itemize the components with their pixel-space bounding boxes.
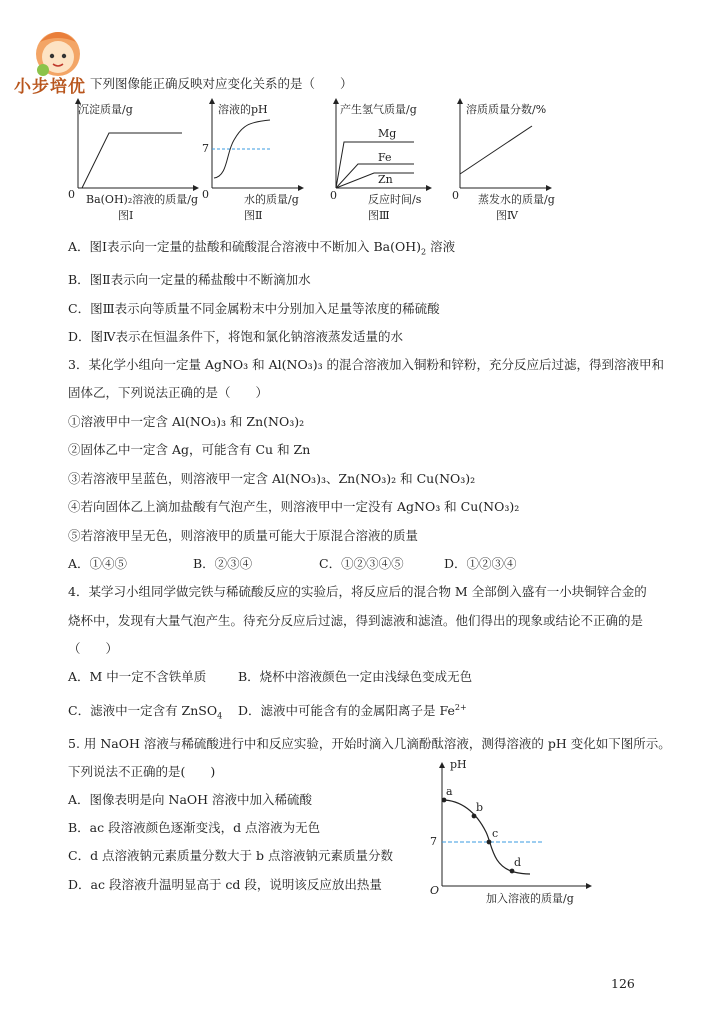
q3-statement-2: ②固体乙中一定含 Ag，可能含有 Cu 和 Zn <box>68 442 311 457</box>
logo <box>14 22 84 102</box>
graph-4-ylabel: 溶质质量分数/% <box>466 103 547 116</box>
q3-statement-5: ⑤若溶液甲呈无色，则溶液甲的质量可能大于原混合溶液的质量 <box>68 528 419 543</box>
q5-ylabel: pH <box>450 758 467 771</box>
graph-3-label-zn: Zn <box>378 173 393 186</box>
graph-1-ylabel: 沉淀质量/g <box>78 103 133 116</box>
q4-option-c: C．滤液中一定含有 ZnSO$_4$ <box>68 703 223 721</box>
q5-label-c: c <box>492 827 499 840</box>
graph-4-xlabel: 蒸发水的质量/g <box>478 193 555 206</box>
q5-label-d: d <box>514 856 522 869</box>
graph-4-caption: 图Ⅳ <box>496 209 518 222</box>
q3-option-d: D．①②③④ <box>444 556 517 571</box>
q3-statement-3: ③若溶液甲呈蓝色，则溶液甲一定含 Al(NO₃)₃、Zn(NO₃)₂ 和 Cu(NO₃)₂ <box>68 471 476 486</box>
q5-stem-line2: 下列说法不正确的是( ) <box>68 764 216 779</box>
graph-1-caption: 图Ⅰ <box>118 209 134 222</box>
q4-stem-line2: 烧杯中，发现有大量气泡产生。待充分反应后过滤，得到滤液和滤渣。他们得出的现象或结论不正确的是 <box>68 613 644 628</box>
q5-option-c: C．d 点溶液钠元素质量分数大于 b 点溶液钠元素质量分数 <box>68 848 393 863</box>
q5-option-b: B．ac 段溶液颜色逐渐变浅，d 点溶液为无色 <box>68 820 321 835</box>
q4-stem-line3: （ ） <box>68 641 119 656</box>
q3-option-c: C．①②③④⑤ <box>319 556 404 571</box>
graph-3-origin: 0 <box>330 189 337 202</box>
graph-2-origin: 0 <box>202 188 209 201</box>
graph-4-origin: 0 <box>452 189 459 202</box>
q3-statement-1: ①溶液甲中一定含 Al(NO₃)₃ 和 Zn(NO₃)₂ <box>68 414 305 429</box>
q5-label-a: a <box>446 785 453 798</box>
q2-option-a: A．图Ⅰ表示向一定量的盐酸和硫酸混合溶液中不断加入 $Ba(OH)_2$ 溶液 <box>68 239 456 257</box>
graph-2-ylabel: 溶液的pH <box>218 103 268 116</box>
q3-stem-line2: 固体乙，下列说法正确的是（ ） <box>68 385 269 400</box>
q3-option-b: B．②③④ <box>193 556 253 571</box>
q5-point-d <box>510 869 515 874</box>
graph-1-origin: 0 <box>68 188 75 201</box>
q5-label-b: b <box>476 801 484 814</box>
graph-2 <box>198 98 308 223</box>
q5-point-a <box>442 798 447 803</box>
q3-statement-4: ④若向固体乙上滴加盐酸有气泡产生，则溶液甲中一定没有 AgNO₃ 和 Cu(NO₃)₂ <box>68 499 520 514</box>
graph-3-label-fe: Fe <box>378 151 392 164</box>
graph-1 <box>68 98 208 223</box>
q4-option-b: B．烧杯中溶液颜色一定由浅绿色变成无色 <box>238 669 473 684</box>
q5-xlabel: 加入溶液的质量/g <box>486 892 574 905</box>
graph-3 <box>328 98 438 223</box>
q4-option-a: A．M 中一定不含铁单质 <box>68 669 207 684</box>
q5-stem-line1: 5. 用 NaOH 溶液与稀硫酸进行中和反应实验，开始时滴入几滴酚酞溶液，测得溶液的 pH 变化如下图所示。 <box>68 736 671 751</box>
q4-option-d: D．滤液中可能含有的金属阳离子是 $Fe^{2+}$ <box>238 702 467 718</box>
q5-origin: O <box>430 884 440 897</box>
q5-point-b <box>472 814 477 819</box>
q2-option-b: B．图Ⅱ表示向一定量的稀盐酸中不断滴加水 <box>68 272 311 287</box>
graph-3-xlabel: 反应时间/s <box>368 193 422 206</box>
logo-text: 小步培优 <box>14 77 86 97</box>
graph-1-xlabel: Ba(OH)₂溶液的质量/g <box>86 193 198 206</box>
graph-2-caption: 图Ⅱ <box>244 209 263 222</box>
q5-option-a: A．图像表明是向 NaOH 溶液中加入稀硫酸 <box>68 792 313 807</box>
graph-2-ref: 7 <box>202 142 209 155</box>
page-number: 126 <box>611 976 635 991</box>
graph-2-xlabel: 水的质量/g <box>244 193 299 206</box>
q3-option-a: A．①④⑤ <box>68 556 128 571</box>
q5-ref: 7 <box>430 835 437 848</box>
q5-graph <box>426 756 606 906</box>
q4-stem-line1: 4．某学习小组同学做完铁与稀硫酸反应的实验后，将反应后的混合物 M 全部倒入盛有一小块铜锌合金的 <box>68 584 647 599</box>
q3-stem-line1: 3．某化学小组向一定量 AgNO₃ 和 Al(NO₃)₃ 的混合溶液加入铜粉和锌粉，充分反应后过滤，得到溶液甲和 <box>68 357 665 372</box>
q2-option-c: C．图Ⅲ表示向等质量不同金属粉末中分别加入足量等浓度的稀硫酸 <box>68 301 440 316</box>
q2-stem: 下列图像能正确反映对应变化关系的是（ ） <box>90 76 353 91</box>
graph-3-label-mg: Mg <box>378 127 397 140</box>
q2-option-d: D．图Ⅳ表示在恒温条件下，将饱和氯化钠溶液蒸发适量的水 <box>68 329 404 344</box>
graph-3-caption: 图Ⅲ <box>368 209 390 222</box>
graph-3-ylabel: 产生氢气质量/g <box>340 103 417 116</box>
graph-4 <box>450 98 560 223</box>
q5-point-c <box>487 840 492 845</box>
q5-option-d: D．ac 段溶液升温明显高于 cd 段，说明该反应放出热量 <box>68 877 382 892</box>
